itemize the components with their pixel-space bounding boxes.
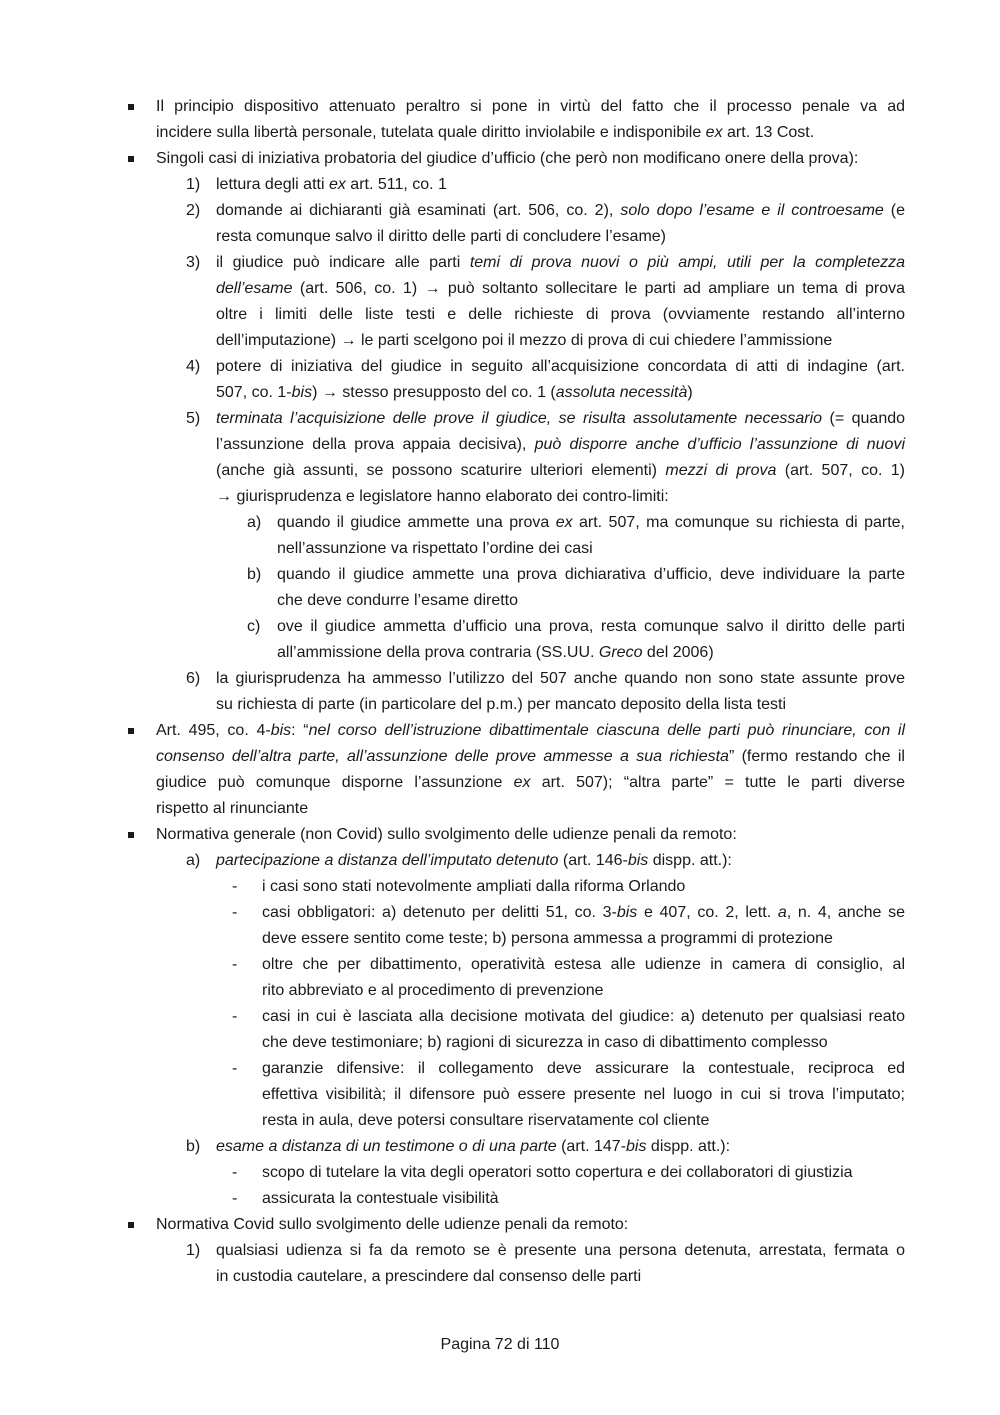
text-line	[0, 484, 1000, 510]
list-marker: -	[232, 1164, 238, 1181]
line-text	[216, 198, 905, 224]
text-line	[0, 1134, 1000, 1160]
text-line	[0, 848, 1000, 874]
text-line	[0, 718, 1000, 744]
line-text	[262, 926, 833, 952]
text-line	[0, 692, 1000, 718]
text-line	[0, 536, 1000, 562]
text-run: casi in cui è lasciata alla decisione motivata del giudice: a) detenuto per qualsiasi reato	[262, 1008, 905, 1025]
line-text	[277, 562, 905, 588]
square-bullet-icon	[128, 832, 134, 838]
text-run: Singoli casi di iniziativa probatoria del giudice d’ufficio (che però non modificano onere della prova):	[156, 150, 859, 167]
text-line	[0, 614, 1000, 640]
line-text	[262, 1082, 905, 1108]
text-line	[0, 250, 1000, 276]
text-run: (e	[883, 202, 905, 219]
italic-text: mezzi di prova	[665, 462, 777, 479]
text-line	[0, 432, 1000, 458]
text-run: potere di iniziativa del giudice in seguito all’acquisizione concordata di atti di indagine (art.	[216, 358, 905, 375]
text-line	[0, 926, 1000, 952]
square-bullet-icon	[128, 104, 134, 110]
text-line	[0, 640, 1000, 666]
line-text	[216, 172, 447, 198]
text-line	[0, 1160, 1000, 1186]
line-text	[156, 744, 905, 770]
list-marker: -	[232, 1190, 238, 1207]
text-run: quando il giudice ammette una prova	[277, 514, 556, 531]
text-line	[0, 666, 1000, 692]
text-line	[0, 94, 1000, 120]
italic-text: a	[777, 904, 787, 921]
text-line	[0, 796, 1000, 822]
italic-text: ex	[705, 124, 723, 141]
square-bullet-icon	[128, 728, 134, 734]
line-text	[156, 796, 308, 822]
text-line	[0, 744, 1000, 770]
text-line	[0, 510, 1000, 536]
text-line	[0, 588, 1000, 614]
line-text	[262, 978, 604, 1004]
text-line	[0, 172, 1000, 198]
text-line	[0, 328, 1000, 354]
line-text	[216, 692, 786, 718]
list-marker: a)	[186, 852, 201, 869]
text-run: Normativa Covid sullo svolgimento delle udienze penali da remoto:	[156, 1216, 629, 1233]
list-marker: 1)	[186, 1242, 201, 1259]
text-run: Il principio dispositivo attenuato peraltro si pone in virtù del fatto che il processo penale va ad	[156, 98, 905, 115]
line-text	[262, 1056, 905, 1082]
italic-text: Greco	[598, 644, 643, 661]
text-run: (art. 146-	[558, 852, 628, 869]
line-text	[156, 822, 737, 848]
list-marker: 2)	[186, 202, 201, 219]
line-text	[262, 900, 905, 926]
text-line	[0, 380, 1000, 406]
text-line	[0, 1004, 1000, 1030]
list-marker: 1)	[186, 176, 201, 193]
text-line	[0, 1108, 1000, 1134]
line-text	[216, 302, 905, 328]
text-run: l’assunzione della prova appaia decisiva),	[216, 436, 535, 453]
text-run: art. 507); “altra parte” = tutte le parti diverse	[530, 774, 905, 791]
text-run: rispetto al rinunciante	[156, 800, 309, 817]
text-line	[0, 302, 1000, 328]
text-run: incidere sulla libertà personale, tutelata quale diritto inviolabile e indisponibile	[156, 124, 706, 141]
text-run: qualsiasi udienza si fa da remoto se è presente una persona detenuta, arrestata, fermata o	[216, 1242, 905, 1259]
line-text	[216, 432, 905, 458]
italic-text: bis	[291, 384, 313, 401]
text-line	[0, 1238, 1000, 1264]
italic-text: ex	[328, 176, 346, 193]
text-run: che deve condurre l’esame diretto	[277, 592, 519, 609]
line-text	[262, 1004, 905, 1030]
line-text	[216, 406, 905, 432]
text-run: , n. 4, anche se	[786, 904, 906, 921]
text-run: resta comunque salvo il diritto delle parti di concludere l’esame)	[216, 228, 666, 245]
list-marker: 4)	[186, 358, 201, 375]
line-text	[262, 1108, 709, 1134]
text-run: i casi sono stati notevolmente ampliati dalla riforma Orlando	[262, 878, 686, 895]
line-text	[277, 614, 905, 640]
italic-text: terminata l’acquisizione delle prove il giudice, se risulta assolutamente necessario	[216, 410, 823, 427]
text-run: dispp. att.):	[648, 852, 732, 869]
text-run: in custodia cautelare, a prescindere dal consenso delle parti	[216, 1268, 642, 1285]
text-line	[0, 458, 1000, 484]
text-line	[0, 146, 1000, 172]
text-run: resta in aula, deve potersi consultare riservatamente col cliente	[262, 1112, 710, 1129]
line-text	[216, 458, 905, 484]
text-run: art. 511, co. 1	[345, 176, 447, 193]
text-run: → giurisprudenza e legislatore hanno elaborato dei contro-limiti:	[216, 488, 669, 505]
text-line	[0, 406, 1000, 432]
italic-text: bis	[270, 722, 292, 739]
line-text	[216, 1134, 730, 1160]
line-text	[156, 718, 905, 744]
italic-text: assoluta necessità	[555, 384, 688, 401]
text-run: (art. 147-	[556, 1138, 627, 1155]
text-line	[0, 874, 1000, 900]
italic-text: temi di prova nuovi o più ampi, utili per la completezza	[469, 254, 905, 271]
line-text	[156, 94, 905, 120]
line-text	[156, 146, 858, 172]
text-run: : “	[291, 722, 309, 739]
text-run: su richiesta di parte (in particolare del p.m.) per mancato deposito della lista testi	[216, 696, 787, 713]
list-marker: -	[232, 956, 238, 973]
line-text	[216, 276, 905, 302]
text-run: (art. 506, co. 1) → può soltanto sollecitare le parti ad ampliare un tema di prova	[292, 280, 905, 297]
text-run: rito abbreviato e al procedimento di prevenzione	[262, 982, 604, 999]
line-text	[216, 666, 905, 692]
line-text	[156, 1212, 628, 1238]
list-marker: -	[232, 878, 238, 895]
text-line	[0, 276, 1000, 302]
text-run: (anche già assunti, se possono scaturire ulteriori elementi)	[216, 462, 666, 479]
text-line	[0, 1082, 1000, 1108]
text-run: garanzie difensive: il collegamento deve assicurare la contestuale, reciproca ed	[262, 1060, 905, 1077]
text-line	[0, 354, 1000, 380]
line-text	[262, 874, 685, 900]
text-run: quando il giudice ammette una prova dichiarativa d’ufficio, deve individuare la parte	[277, 566, 905, 583]
list-marker: 6)	[186, 670, 201, 687]
text-run: Art. 495, co. 4-	[156, 722, 271, 739]
line-text	[216, 484, 669, 510]
text-run: (= quando	[822, 410, 906, 427]
square-bullet-icon	[128, 1222, 134, 1228]
line-text	[216, 848, 732, 874]
text-run: all’ammissione della prova contraria (SS.UU.	[277, 644, 599, 661]
text-run: dell’imputazione) → le parti scelgono poi il mezzo di prova di cui chiedere l’ammissione	[216, 332, 833, 349]
page-number: Pagina 72 di 110	[440, 1336, 560, 1353]
text-run: ) → stesso presupposto del co. 1 (	[312, 384, 556, 401]
text-run: la giurisprudenza ha ammesso l’utilizzo del 507 anche quando non sono state assunte prove	[216, 670, 905, 687]
document-body	[0, 94, 1000, 1290]
text-line	[0, 562, 1000, 588]
italic-text: partecipazione a distanza dell’imputato detenuto	[216, 852, 559, 869]
text-run: Normativa generale (non Covid) sullo svolgimento delle udienze penali da remoto:	[156, 826, 737, 843]
line-text	[216, 250, 905, 276]
line-text	[262, 1030, 828, 1056]
text-run: assicurata la contestuale visibilità	[262, 1190, 499, 1207]
text-line	[0, 952, 1000, 978]
text-line	[0, 1056, 1000, 1082]
list-marker: c)	[247, 618, 261, 635]
line-text	[262, 1186, 499, 1212]
line-text	[277, 510, 905, 536]
line-text	[216, 328, 832, 354]
line-text	[262, 1160, 853, 1186]
list-marker: b)	[186, 1138, 201, 1155]
text-line	[0, 770, 1000, 796]
list-marker: b)	[247, 566, 262, 583]
text-run: ove il giudice ammetta d’ufficio una prova, resta comunque salvo il diritto delle parti	[277, 618, 905, 635]
line-text	[277, 640, 714, 666]
text-line	[0, 822, 1000, 848]
line-text	[156, 770, 905, 796]
line-text	[216, 1264, 641, 1290]
text-run: nell’assunzione va rispettato l’ordine dei casi	[277, 540, 593, 557]
italic-text: bis	[626, 1138, 647, 1155]
italic-text: bis	[616, 904, 638, 921]
line-text	[216, 224, 666, 250]
text-line	[0, 978, 1000, 1004]
text-line	[0, 1264, 1000, 1290]
line-text	[262, 952, 905, 978]
text-run: ” (fermo restando che il	[728, 748, 905, 765]
line-text	[156, 120, 814, 146]
text-run: domande ai dichiaranti già esaminati (art. 506, co. 2),	[216, 202, 621, 219]
list-marker: 3)	[186, 254, 201, 271]
list-marker: 5)	[186, 410, 201, 427]
text-run: che deve testimoniare; b) ragioni di sicurezza in caso di dibattimento complesso	[262, 1034, 828, 1051]
text-run: il giudice può indicare alle parti	[216, 254, 470, 271]
text-run: e 407, co. 2, lett.	[637, 904, 778, 921]
text-run: oltre i limiti delle liste testi e delle richieste di prova (ovviamente restando all’interno	[216, 306, 905, 323]
line-text	[277, 588, 518, 614]
text-run: effettiva visibilità; il difensore può essere presente nel luogo in cui si trova l’imputato;	[262, 1086, 905, 1103]
line-text	[216, 1238, 905, 1264]
text-run: casi obbligatori: a) detenuto per delitti 51, co. 3-	[262, 904, 617, 921]
square-bullet-icon	[128, 156, 134, 162]
list-marker: -	[232, 1008, 238, 1025]
text-run: art. 13 Cost.	[722, 124, 815, 141]
italic-text: esame a distanza di un testimone o di una parte	[216, 1138, 557, 1155]
text-run: del 2006)	[642, 644, 714, 661]
italic-text: dell’esame	[216, 280, 293, 297]
text-run: deve essere sentito come teste; b) persona ammessa a programmi di protezione	[262, 930, 833, 947]
italic-text: consenso dell’altra parte, all’assunzione delle prove ammesse a sua richiesta	[156, 748, 729, 765]
line-text	[216, 380, 693, 406]
text-line	[0, 1212, 1000, 1238]
line-text	[277, 536, 593, 562]
italic-text: può disporre anche d’ufficio l’assunzione di nuovi	[534, 436, 905, 453]
list-marker: -	[232, 904, 238, 921]
line-text	[216, 354, 905, 380]
italic-text: ex	[513, 774, 531, 791]
list-marker: -	[232, 1060, 238, 1077]
text-line	[0, 900, 1000, 926]
text-run: 507, co. 1-	[216, 384, 292, 401]
text-run: art. 507, ma comunque su richiesta di parte,	[572, 514, 905, 531]
text-run: oltre che per dibattimento, operatività estesa alle udienze in camera di consiglio, al	[262, 956, 905, 973]
italic-text: ex	[555, 514, 573, 531]
text-run: scopo di tutelare la vita degli operatori sotto copertura e dei collaboratori di giustizia	[262, 1164, 853, 1181]
text-run: dispp. att.):	[646, 1138, 731, 1155]
text-line	[0, 120, 1000, 146]
text-line	[0, 198, 1000, 224]
list-marker: a)	[247, 514, 262, 531]
text-line	[0, 1030, 1000, 1056]
italic-text: bis	[627, 852, 649, 869]
text-run: lettura degli atti	[216, 176, 329, 193]
italic-text: nel corso dell’istruzione dibattimentale ciascuna delle parti può rinunciare, con il	[308, 722, 906, 739]
text-run: (art. 507, co. 1)	[776, 462, 906, 479]
text-run: giudice può comunque disporne l’assunzione	[156, 774, 514, 791]
text-line	[0, 1186, 1000, 1212]
text-line	[0, 224, 1000, 250]
italic-text: solo dopo l’esame e il controesame	[620, 202, 884, 219]
text-run: )	[687, 384, 693, 401]
